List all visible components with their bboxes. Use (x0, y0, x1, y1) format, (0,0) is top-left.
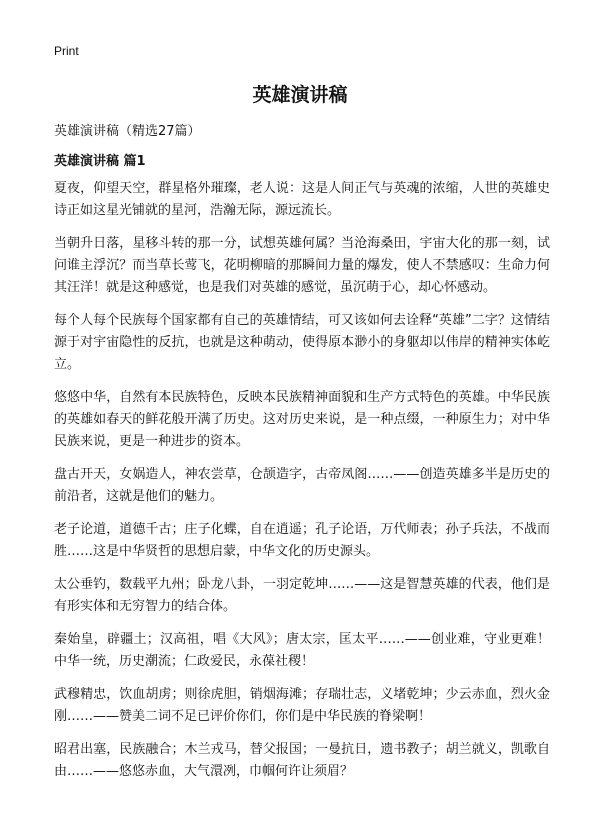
document-subtitle: 英雄演讲稿（精选27篇） (54, 124, 201, 139)
paragraph: 老子论道，道德千古；庄子化蝶，自在逍遥；孔子论语，万代师表；孙子兵法，不战而胜……这是中华贤哲的思想启蒙，中华文化的历史源头。 (54, 522, 550, 559)
article-body (54, 178, 550, 794)
paragraph: 秦始皇，辟疆土；汉高祖，唱《大风》；唐太宗，匡太平……——创业难，守业更难！中华一统，历史潮流；仁政爱民，永葆社稷！ (54, 632, 550, 669)
paragraph: 武穆精忠，饮血胡虏；则徐虎胆，销烟海滩；存瑞壮志，义堵乾坤；少云赤血，烈火金刚……——赞美二词不足已评价你们，你们是中华民族的脊梁啊！ (54, 687, 550, 724)
paragraph: 悠悠中华，自然有本民族特色，反映本民族精神面貌和生产方式特色的英雄。中华民族的英雄如春天的鲜花般开满了历史。这对历史来说，是一种点缀，一种原生力；对中华民族来说，更是一种进步的资本。 (54, 390, 550, 449)
section-heading: 英雄演讲稿 篇1 (54, 154, 146, 169)
paragraph: 当朝升日落，星移斗转的那一分，试想英雄何属？当沧海桑田，宇宙大化的那一刻，试问谁主浮沉？而当草长莺飞，花明柳暗的那瞬间力量的爆发，使人不禁感叹：生命力何其汪洋！就是这种感觉，也是我们对英雄的感觉，虽沉萌于心，却心怀感动。 (54, 236, 550, 295)
paragraph: 每个人每个民族每个国家都有自己的英雄情结，可又该如何去诠释“英雄”二字？这情结源于对宇宙隐性的反抗，也就是这种萌动，使得原本渺小的身躯却以伟岸的精神实体屹立。 (54, 313, 550, 372)
paragraph: 昭君出塞，民族融合；木兰戎马，替父报国；一曼抗日，遗书教子；胡兰就义，凯歌自由……——悠悠赤血，大气澴冽，巾帼何许让须眉？ (54, 742, 550, 779)
page-title: 英雄演讲稿 (252, 84, 348, 106)
paragraph: 太公垂钓，数载平九州；卧龙八卦，一羽定乾坤……——这是智慧英雄的代表，他们是有形实体和无穷智力的结合体。 (54, 577, 550, 614)
paragraph: 夏夜，仰望天空，群星格外璀璨，老人说：这是人间正气与英魂的浓缩，人世的英雄史诗正如这星光铺就的星河，浩瀚无际，源远流长。 (54, 181, 550, 218)
print-label[interactable]: Print (54, 44, 79, 58)
paragraph: 盘古开天，女娲造人，神农尝草，仓颉造字，古帝凤阁……——创造英雄多半是历史的前沿者，这就是他们的魅力。 (54, 467, 550, 504)
